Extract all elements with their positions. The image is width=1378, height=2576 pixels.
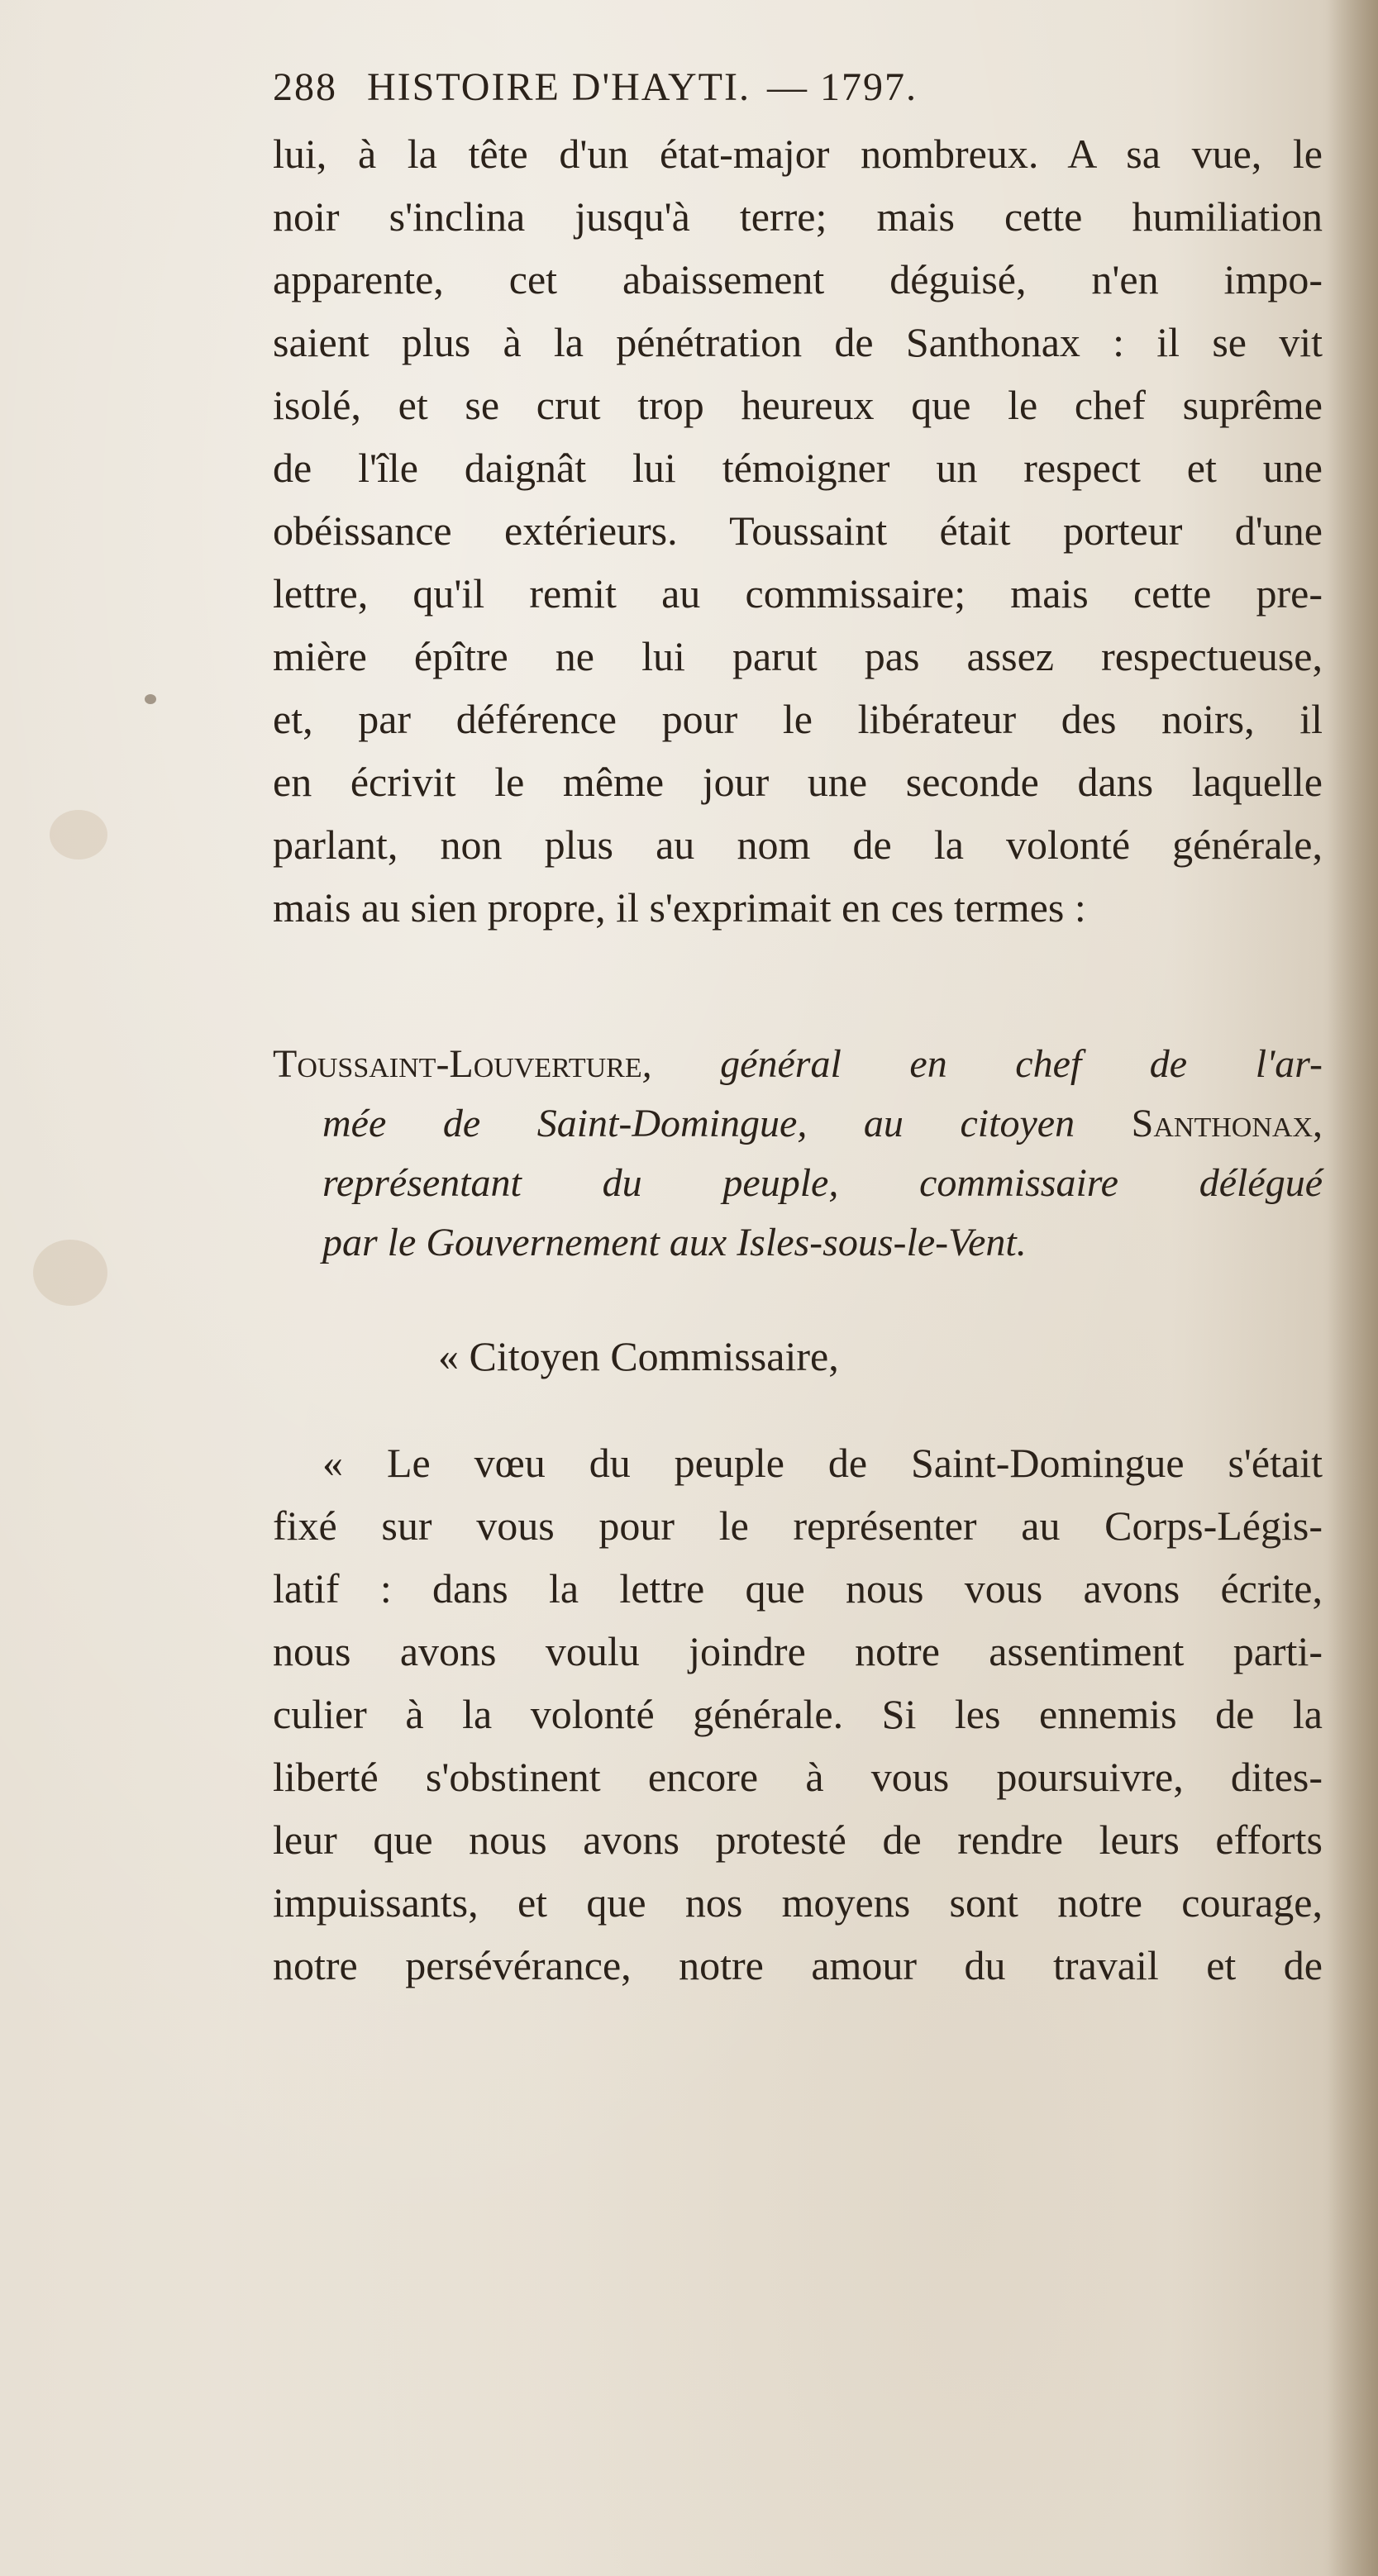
text-line: fixé sur vous pour le représenter au Corps-Légis- [273,1502,1323,1549]
address-line-2 [273,1094,1323,1154]
text-line: liberté s'obstinent encore à vous poursuivre, dites- [273,1754,1323,1800]
recipient-name: Santhonax [1131,1102,1313,1145]
running-header [273,64,1323,110]
text-line: « Le vœu du peuple de Saint-Domingue s'était [322,1440,1323,1486]
text-line: isolé, et se crut trop heureux que le chef suprême [273,382,1323,428]
letter-body [273,1431,1323,1997]
address-line-3: représentant du peuple, commissaire délégué [322,1161,1323,1205]
letter-opening: « Citoyen Commissaire, [438,1333,839,1379]
text-line: lui, à la tête d'un état-major nombreux. A sa vue, le [273,131,1323,177]
page-edge-shadow [1328,0,1378,2576]
text-line: de l'île daignât lui témoigner un respect et une [273,445,1323,491]
sender-name: Toussaint-Louverture [273,1042,642,1086]
address-line-1 [273,1035,1323,1094]
text-line: lettre, qu'il remit au commissaire; mais cette pre- [273,570,1323,617]
text-line: mais au sien propre, il s'exprimait en ces termes : [273,884,1086,931]
letter-address [273,1035,1323,1273]
address-line-4: par le Gouvernement aux Isles-sous-le-Vent. [322,1221,1027,1264]
text-line: apparente, cet abaissement déguisé, n'en impo- [273,256,1323,302]
paper-stain [145,694,156,704]
text-line: en écrivit le même jour une seconde dans laquelle [273,759,1323,805]
body-paragraph [273,122,1323,939]
text-line: culier à la volonté générale. Si les ennemis de la [273,1691,1323,1737]
address-text: mée de Saint-Domingue, au citoyen [322,1102,1132,1145]
text-line: mière épître ne lui parut pas assez respectueuse, [273,633,1323,679]
paper-stain [33,1240,107,1306]
page-number: 288 [273,65,337,109]
text-line: notre persévérance, notre amour du travail et de [273,1942,1323,1988]
paper-stain [50,810,107,859]
header-year: — 1797. [766,65,918,109]
text-line: impuissants, et que nos moyens sont notre courage, [273,1879,1323,1926]
text-line: noir s'inclina jusqu'à terre; mais cette humiliation [273,193,1323,240]
sender-title: , général en chef de l'ar- [641,1042,1323,1086]
running-title: HISTOIRE D'HAYTI. [367,65,751,109]
text-line: parlant, non plus au nom de la volonté générale, [273,821,1323,868]
text-line: leur que nous avons protesté de rendre leurs efforts [273,1817,1323,1863]
text-line: et, par déférence pour le libérateur des noirs, il [273,696,1323,742]
text-line: latif : dans la lettre que nous vous avons écrite, [273,1565,1323,1612]
text-line: nous avons voulu joindre notre assentiment parti- [273,1628,1323,1674]
text-line: obéissance extérieurs. Toussaint était porteur d'une [273,507,1323,554]
text-line: saient plus à la pénétration de Santhonax : il se vit [273,319,1323,365]
address-punct: , [1313,1102,1323,1145]
